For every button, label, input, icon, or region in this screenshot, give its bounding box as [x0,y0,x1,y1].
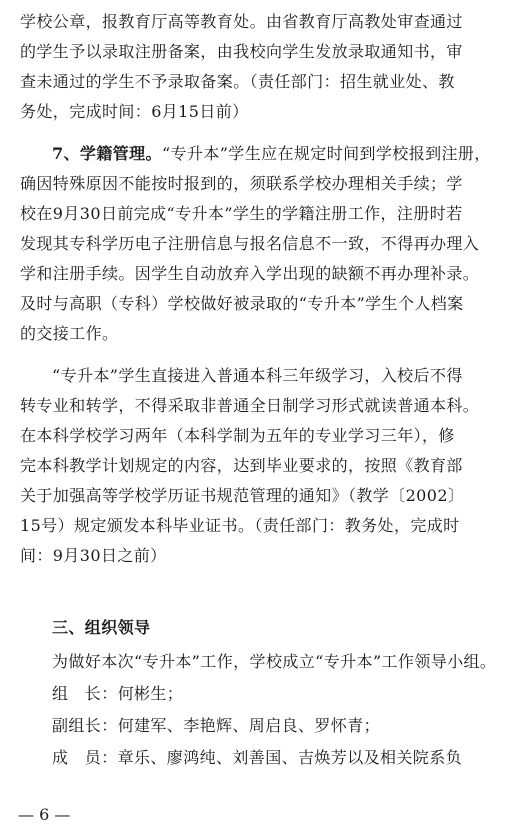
paragraph-line: 校在9月30日前完成“专升本”学生的学籍注册工作，注册时若 [20,204,463,223]
section-heading: 三、组织领导 [52,618,151,637]
paragraph-line: 15号）规定颁发本科毕业证书。（责任部门：教务处，完成时 [20,516,460,535]
paragraph-line: 转专业和转学，不得采取非普通全日制学习形式就读普通本科。 [20,396,480,415]
paragraph-line: 确因特殊原因不能按时报到的，须联系学校办理相关手续；学 [20,174,463,193]
page-number: — 6 — [18,805,71,824]
paragraph-line: 间：9月30日之前） [20,546,167,565]
paragraph-line: 学和注册手续。因学生自动放弃入学出现的缺额不再办理补录。 [20,264,480,283]
paragraph-line: 完本科教学计划规定的内容，达到毕业要求的，按照《教育部 [20,456,463,475]
paragraph-line: 在本科学校学习两年（本科学制为五年的专业学习三年），修 [20,426,455,445]
paragraph-line: “专升本”学生直接进入普通本科三年级学习，入校后不得 [52,366,463,385]
paragraph-line: 务处，完成时间：6月15日前） [20,102,249,121]
paragraph-line: 关于加强高等学校学历证书规范管理的通知》（教学〔2002〕 [20,486,465,505]
paragraph-line: 查未通过的学生不予录取备案。（责任部门：招生就业处、教 [20,72,455,91]
paragraph-line: 学校公章，报教育厅高等教育处。由省教育厅高教处审查通过 [20,12,463,31]
paragraph-line: 的交接工作。 [20,324,119,343]
item-7-heading: 7、学籍管理。 [52,144,162,163]
item-7-text: “专升本”学生应在规定时间到学校报到注册， [161,144,491,163]
item-7-first-line [52,139,491,169]
members-line: 成 员：章乐、廖鸿纯、刘善国、吉焕芳以及相关院系负 [52,748,463,767]
paragraph-line: 发现其专科学历电子注册信息与报名信息不一致，不得再办理入 [20,234,480,253]
paragraph-line: 及时与高职（专科）学校做好被录取的“专升本”学生个人档案 [20,294,464,313]
paragraph-line: 的学生予以录取注册备案，由我校向学生发放录取通知书，审 [20,42,463,61]
paragraph-line: 为做好本次“专升本”工作，学校成立“专升本”工作领导小组。 [52,652,497,671]
vice-leaders-line: 副组长：何建军、李艳辉、周启良、罗怀青； [52,716,381,735]
group-leader-line: 组 长：何彬生； [52,684,184,703]
